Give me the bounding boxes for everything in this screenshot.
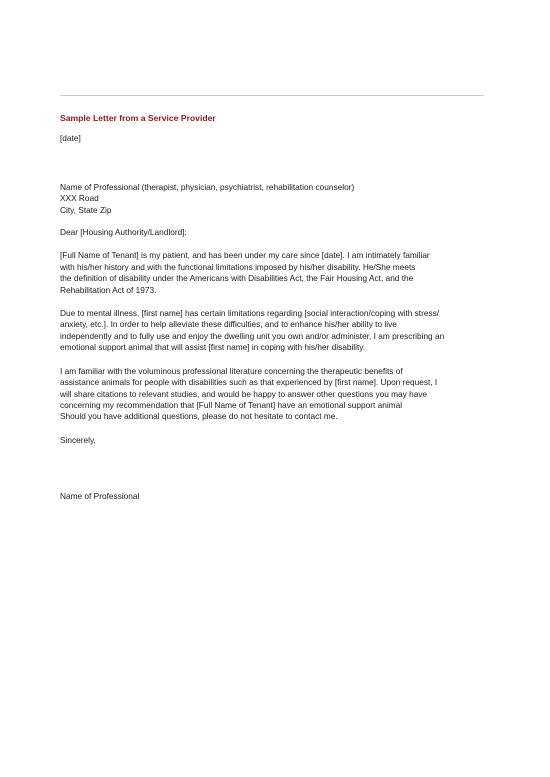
address-block xyxy=(60,182,496,216)
paragraph-line: Due to mental illness, [first name] has certain limitations regarding [social interaction/coping with stress/ xyxy=(60,308,440,319)
closing: Sincerely, xyxy=(60,434,96,445)
paragraph-line: Rehabilitation Act of 1973. xyxy=(60,284,157,295)
signature-name: Name of Professional xyxy=(60,491,140,502)
date-line: [date] xyxy=(60,133,81,144)
address-line: XXX Road xyxy=(60,193,99,204)
paragraph xyxy=(60,250,496,296)
salutation: Dear [Housing Authority/Landlord]: xyxy=(60,227,187,238)
address-line: City, State Zip xyxy=(60,204,112,215)
paragraph xyxy=(60,308,496,354)
paragraph-line: the definition of disability under the Americans with Disabilities Act, the Fair Housing Act, and the xyxy=(60,273,414,284)
address-line: Name of Professional (therapist, physician, psychiatrist, rehabilitation counselor) xyxy=(60,181,355,192)
paragraph-line: independently and to fully use and enjoy the dwelling unit you own and/or administer, I am prescribing an xyxy=(60,330,445,341)
paragraph-line: will share citations to relevant studies, and would be happy to answer other questions you may have xyxy=(60,388,428,399)
paragraph-line: assistance animals for people with disabilities such as that experienced by [first name]. Upon request, I xyxy=(60,377,438,388)
paragraph-line: [Full Name of Tenant] is my patient, and has been under my care since [date]. I am intimately familiar xyxy=(60,250,430,261)
letter-title: Sample Letter from a Service Provider xyxy=(60,113,216,123)
paragraph-line: with his/her history and with the functional limitations imposed by his/her disability. He/She meets xyxy=(60,261,416,272)
paragraph xyxy=(60,366,496,423)
paragraph-line: concerning my recommendation that [Full Name of Tenant] have an emotional support animal xyxy=(60,399,403,410)
paragraph-line: I am familiar with the voluminous professional literature concerning the therapeutic benefits of xyxy=(60,365,403,376)
paragraph-line: emotional support animal that will assist [first name] in coping with his/her disability. xyxy=(60,342,366,353)
paragraph-line: anxiety, etc.]. In order to help alleviate these difficulties, and to enhance his/her ability to live xyxy=(60,319,397,330)
paragraph-line: Should you have additional questions, please do not hesitate to contact me. xyxy=(60,411,338,422)
header-divider xyxy=(60,95,484,96)
letter-body xyxy=(60,113,496,503)
